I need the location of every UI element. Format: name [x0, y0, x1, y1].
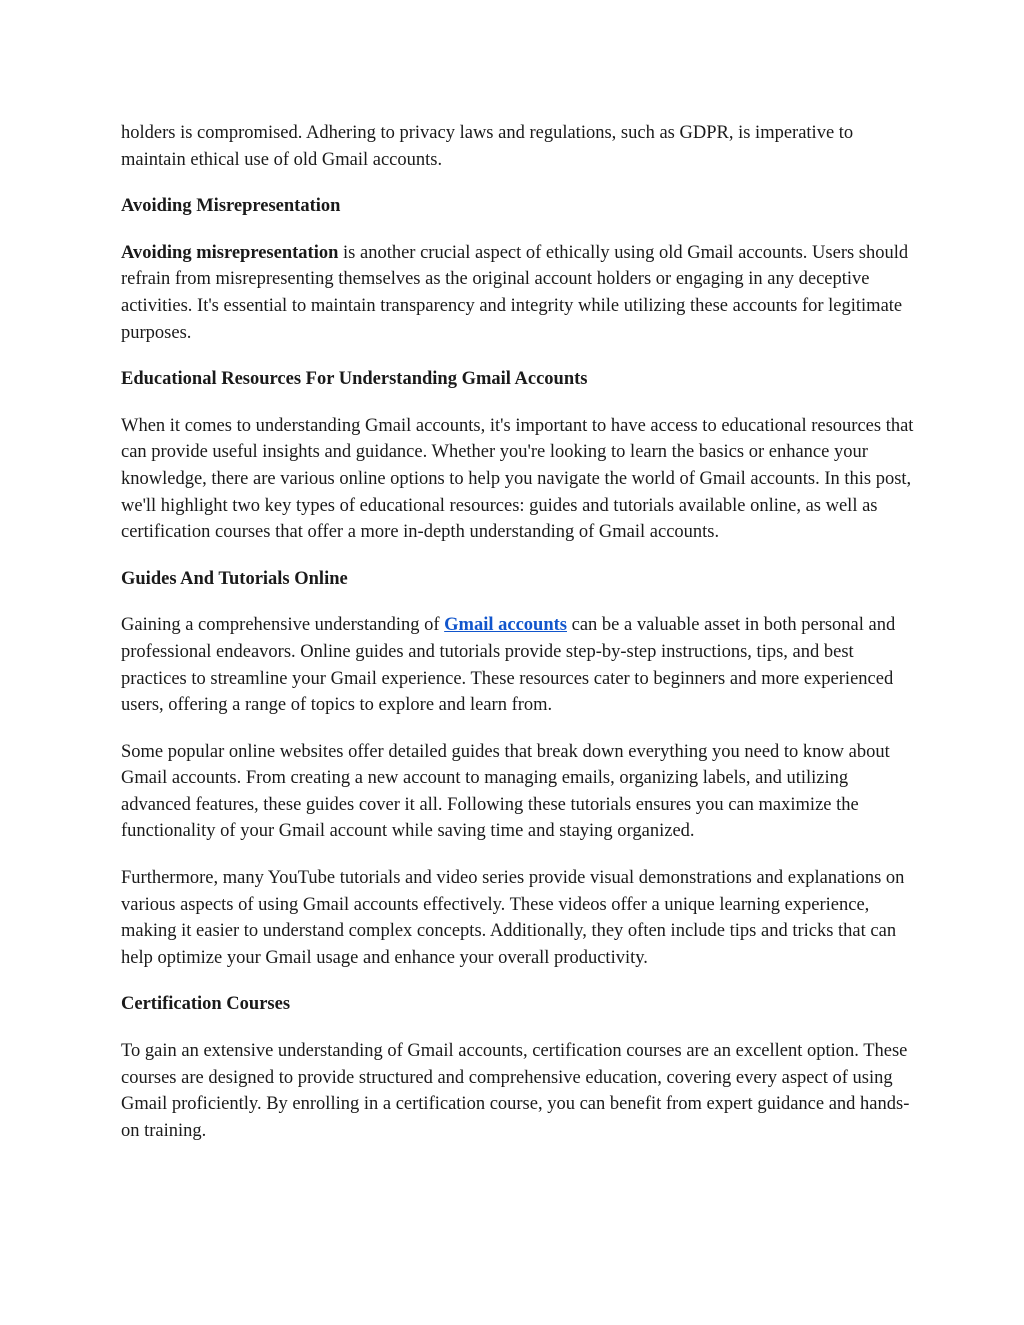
paragraph-educational-intro: When it comes to understanding Gmail accounts, it's important to have access to educational resources that can provide useful insights and guidance. Whether you're looking to learn the basics or enhance your knowledge, there are various online options to help you navigate the world of Gmail accounts. In this post, we'll highlight two key types of educational resources: guides and tutorials available online, as well as certification courses that offer a more in-depth understanding of Gmail accounts. — [121, 415, 914, 543]
paragraph-text: is another crucial aspect of ethically using old Gmail accounts. Users should refrain from misrepresenting themselves as the original account holders or engaging in any deceptive activities. It's essential to maintain transparency and integrity while utilizing these accounts for legitimate purposes. — [121, 242, 909, 343]
bold-term: Avoiding misrepresentation — [121, 242, 339, 263]
heading-educational-resources: Educational Resources For Understanding Gmail Accounts — [121, 369, 588, 390]
paragraph-gaining-understanding — [121, 612, 921, 718]
paragraph-certification: To gain an extensive understanding of Gmail accounts, certification courses are an excellent option. These courses are designed to provide structured and comprehensive education, covering every aspect of using Gmail proficiently. By enrolling in a certification course, you can benefit from expert guidance and hands-on training. — [121, 1041, 910, 1141]
paragraph-text: can be a valuable asset in both personal and professional endeavors. Online guides and tutorials provide step-by-step instructions, tips, and best practices to streamline your Gmail experience. These resources cater to beginners and more experienced users, offering a range of topics to explore and learn from. — [121, 615, 896, 716]
heading-certification-courses: Certification Courses — [121, 994, 291, 1015]
gmail-accounts-link[interactable]: Gmail accounts — [444, 615, 567, 636]
paragraph-text: Gaining a comprehensive understanding of — [121, 615, 445, 636]
paragraph-popular-websites: Some popular online websites offer detailed guides that break down everything you need to know about Gmail accounts. From creating a new account to managing emails, organizing labels, and utilizing advanced features, these guides cover it all. Following these tutorials ensures you can maximize the functionality of your Gmail account while saving time and staying organized. — [121, 741, 890, 842]
heading-avoiding-misrepresentation: Avoiding Misrepresentation — [121, 196, 341, 217]
paragraph-privacy: holders is compromised. Adhering to privacy laws and regulations, such as GDPR, is imperative to maintain ethical use of old Gmail accounts. — [121, 123, 854, 170]
paragraph-misrepresentation — [121, 240, 921, 346]
paragraph-youtube-tutorials: Furthermore, many YouTube tutorials and video series provide visual demonstrations and explanations on various aspects of using Gmail accounts effectively. These videos offer a unique learning experience, making it easier to understand complex concepts. Additionally, they often include tips and tricks that can help optimize your Gmail usage and enhance your overall productivity. — [121, 868, 905, 968]
heading-guides-tutorials: Guides And Tutorials Online — [121, 568, 348, 589]
document-page — [121, 120, 921, 1164]
